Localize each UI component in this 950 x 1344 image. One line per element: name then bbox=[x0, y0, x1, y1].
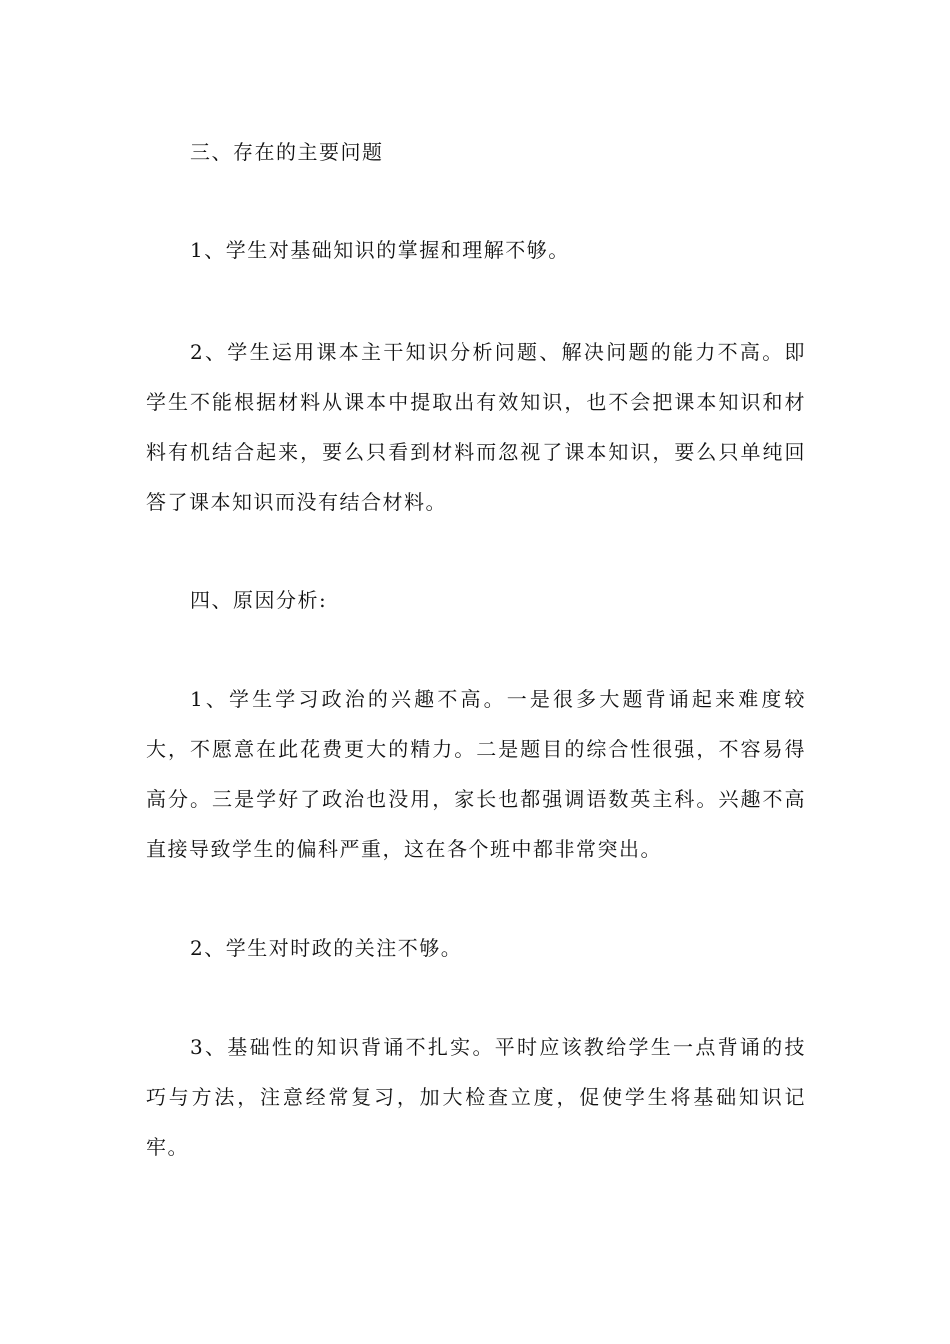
paragraph-problem-2: 2、学生运用课本主干知识分析问题、解决问题的能力不高。即学生不能根据材料从课本中提取出有效知识，也不会把课本知识和材料有机结合起来，要么只看到材料而忽视了课本知识，要么只单纯回答了课本知识而没有结合材料。 bbox=[146, 340, 806, 514]
paragraph-cause-2: 2、学生对时政的关注不够。 bbox=[190, 936, 463, 960]
paragraph-problem-1: 1、学生对基础知识的掌握和理解不够。 bbox=[190, 238, 570, 262]
section-heading-causes: 四、原因分析: bbox=[190, 588, 328, 612]
section-heading-problems: 三、存在的主要问题 bbox=[190, 140, 384, 164]
paragraph-cause-1: 1、学生学习政治的兴趣不高。一是很多大题背诵起来难度较大，不愿意在此花费更大的精力。二是题目的综合性很强，不容易得高分。三是学好了政治也没用，家长也都强调语数英主科。兴趣不高直接导致学生的偏科严重，这在各个班中都非常突出。 bbox=[146, 687, 806, 861]
paragraph-cause-3: 3、基础性的知识背诵不扎实。平时应该教给学生一点背诵的技巧与方法，注意经常复习，加大检查立度，促使学生将基础知识记牢。 bbox=[146, 1035, 806, 1159]
